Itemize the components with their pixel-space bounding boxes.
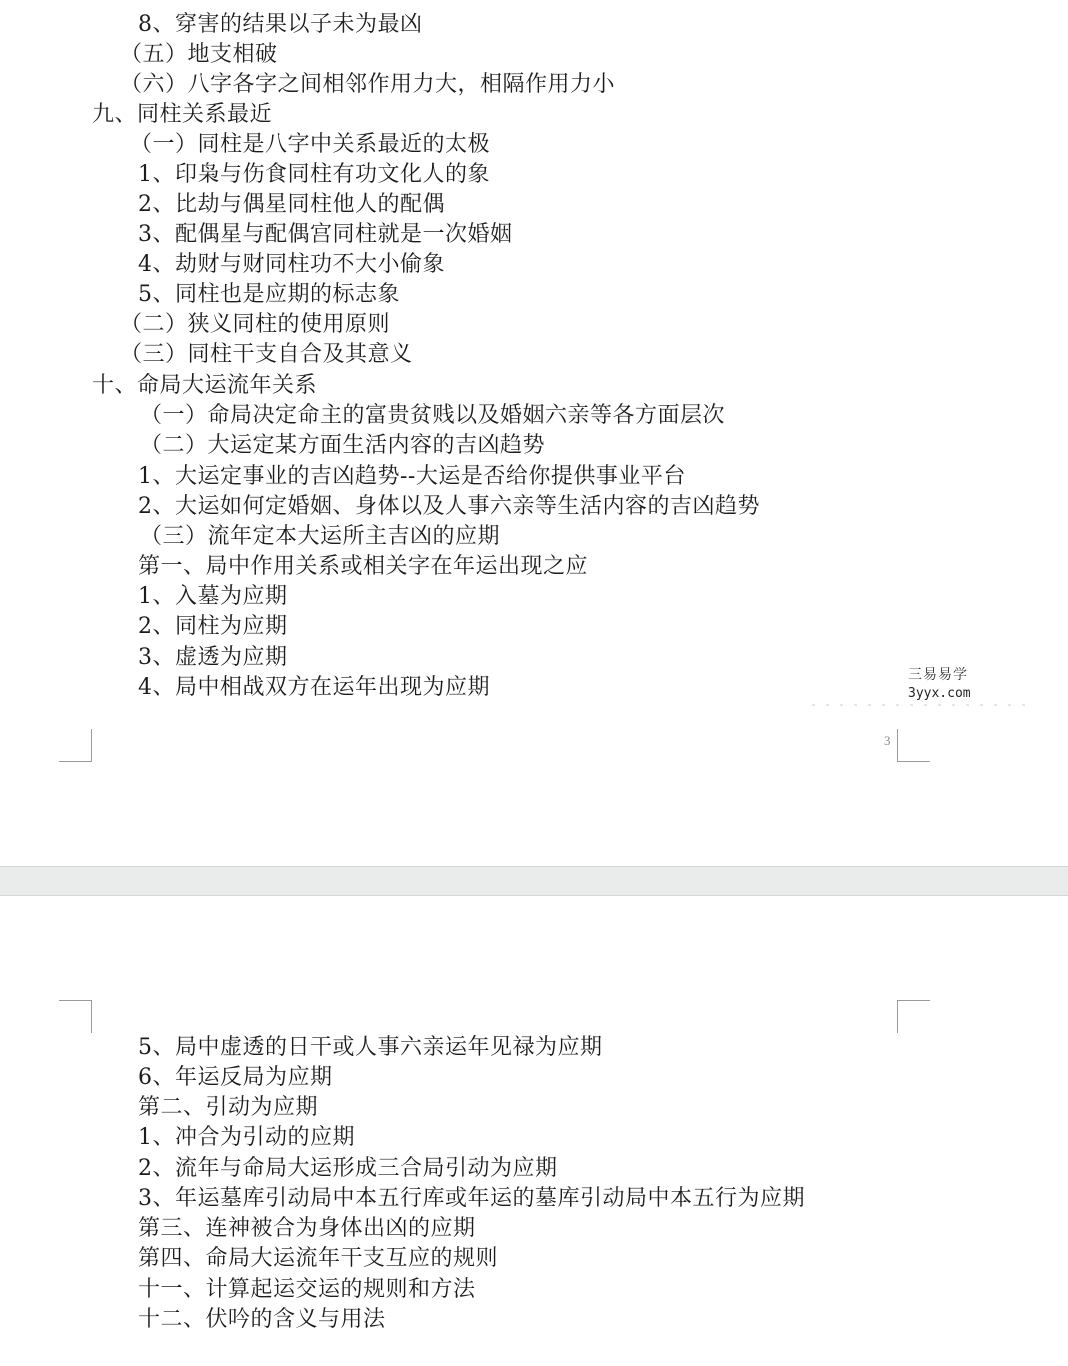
page-separator — [0, 866, 1068, 896]
margin-corner-mark — [897, 729, 930, 762]
outline-line: （三）流年定本大运所主吉凶的应期 — [140, 524, 501, 549]
outline-line: 2、比劫与偶星同柱他人的配偶 — [138, 192, 445, 217]
outline-line: 3、年运墓库引动局中本五行库或年运的墓库引动局中本五行为应期 — [138, 1186, 805, 1211]
page-number: 3 — [884, 733, 891, 748]
outline-line: 6、年运反局为应期 — [138, 1065, 333, 1090]
outline-line: 5、同柱也是应期的标志象 — [138, 282, 400, 307]
outline-line: （二）狭义同柱的使用原则 — [120, 312, 391, 337]
outline-line: 4、局中相战双方在运年出现为应期 — [138, 675, 490, 700]
outline-line: 第四、命局大运流年干支互应的规则 — [138, 1246, 499, 1271]
margin-corner-mark — [897, 1000, 930, 1033]
outline-line: 8、穿害的结果以子未为最凶 — [138, 12, 423, 37]
outline-line: 4、劫财与财同柱功不大小偷象 — [138, 252, 445, 277]
outline-line: 第一、局中作用关系或相关字在年运出现之应 — [138, 554, 589, 579]
outline-line: 3、虚透为应期 — [138, 645, 288, 670]
outline-line: 2、同柱为应期 — [138, 614, 288, 639]
outline-line: 2、大运如何定婚姻、身体以及人事六亲等生活内容的吉凶趋势 — [138, 494, 760, 519]
document-page-4 — [0, 896, 1068, 1366]
outline-line: （五）地支相破 — [120, 42, 278, 67]
watermark — [808, 660, 1038, 710]
outline-line: （三）同柱干支自合及其意义 — [120, 342, 413, 367]
outline-line: 第二、引动为应期 — [138, 1095, 319, 1120]
section-heading: 十、命局大运流年关系 — [92, 373, 318, 398]
outline-line: 十一、计算起运交运的规则和方法 — [138, 1277, 476, 1302]
outline-line: 1、大运定事业的吉凶趋势--大运是否给你提供事业平台 — [138, 464, 686, 489]
margin-corner-mark — [59, 1000, 92, 1033]
margin-corner-mark — [59, 729, 92, 762]
watermark-name: 三易易学 — [908, 667, 968, 683]
outline-line: 1、入墓为应期 — [138, 584, 288, 609]
outline-line: （二）大运定某方面生活内容的吉凶趋势 — [140, 433, 546, 458]
outline-line: 2、流年与命局大运形成三合局引动为应期 — [138, 1156, 558, 1181]
outline-line: 1、印枭与伤食同柱有功文化人的象 — [138, 162, 490, 187]
watermark-divider — [812, 704, 1032, 706]
outline-line: 第三、连神被合为身体出凶的应期 — [138, 1216, 476, 1241]
watermark-site: 3yyx.com — [908, 686, 971, 701]
outline-line: （六）八字各字之间相邻作用力大，相隔作用力小 — [120, 72, 616, 97]
outline-line: （一）命局决定命主的富贵贫贱以及婚姻六亲等各方面层次 — [140, 403, 726, 428]
outline-line: 十二、伏吟的含义与用法 — [138, 1307, 386, 1332]
outline-line: 5、局中虚透的日干或人事六亲运年见禄为应期 — [138, 1035, 603, 1060]
outline-line: 1、冲合为引动的应期 — [138, 1125, 355, 1150]
outline-line: （一）同柱是八字中关系最近的太极 — [130, 132, 491, 157]
section-heading: 九、同柱关系最近 — [92, 102, 273, 127]
outline-line: 3、配偶星与配偶宫同柱就是一次婚姻 — [138, 222, 513, 247]
